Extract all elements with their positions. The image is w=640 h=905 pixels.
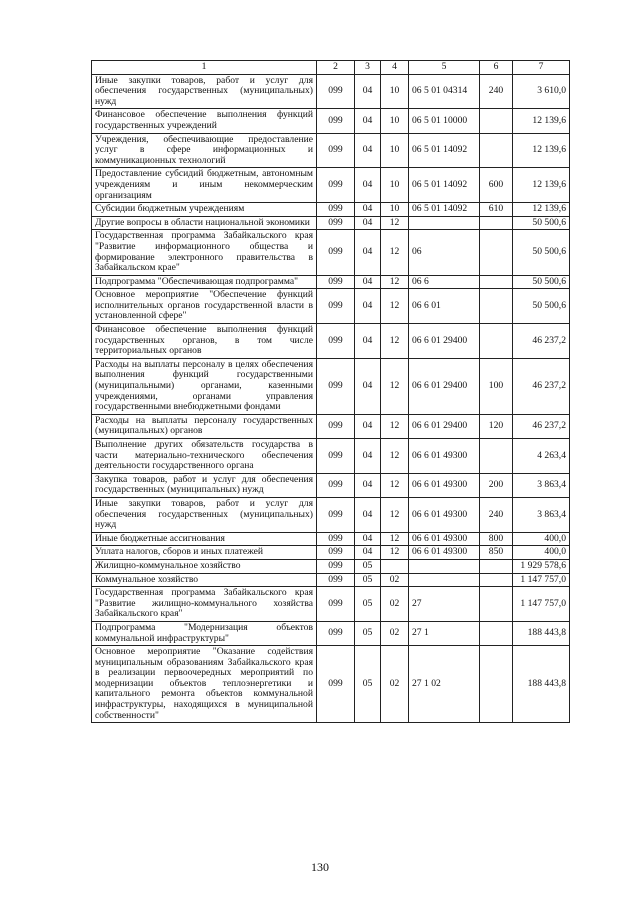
header-col-4: 4 [381, 61, 409, 75]
cell-target-article: 06 5 01 14092 [409, 133, 480, 168]
table-row [92, 587, 570, 622]
cell-subsection: 12 [381, 289, 409, 324]
cell-ministry-code: 099 [317, 621, 355, 645]
cell-section: 04 [355, 414, 381, 438]
cell-section: 04 [355, 230, 381, 275]
cell-amount: 46 237,2 [513, 414, 570, 438]
cell-expense-type [480, 230, 513, 275]
cell-ministry-code: 099 [317, 573, 355, 587]
cell-section: 04 [355, 109, 381, 133]
table-row [92, 546, 570, 560]
cell-ministry-code: 099 [317, 74, 355, 109]
cell-subsection: 12 [381, 439, 409, 474]
cell-section: 04 [355, 74, 381, 109]
cell-ministry-code: 099 [317, 546, 355, 560]
cell-expense-type: 120 [480, 414, 513, 438]
cell-amount: 1 929 578,6 [513, 559, 570, 573]
header-col-3: 3 [355, 61, 381, 75]
cell-expense-type [480, 216, 513, 230]
cell-section: 04 [355, 532, 381, 546]
cell-name: Подпрограмма "Модернизация объектов коммунальной инфраструктуры" [92, 621, 317, 645]
cell-amount: 400,0 [513, 532, 570, 546]
cell-expense-type: 200 [480, 473, 513, 497]
cell-target-article: 27 1 [409, 621, 480, 645]
cell-target-article: 06 6 01 49300 [409, 473, 480, 497]
cell-amount: 12 139,6 [513, 203, 570, 217]
cell-name: Иные бюджетные ассигнования [92, 532, 317, 546]
cell-ministry-code: 099 [317, 133, 355, 168]
cell-subsection: 12 [381, 216, 409, 230]
cell-subsection: 12 [381, 546, 409, 560]
cell-subsection: 12 [381, 358, 409, 414]
cell-subsection: 12 [381, 275, 409, 289]
table-row [92, 109, 570, 133]
cell-ministry-code: 099 [317, 168, 355, 203]
cell-name: Расходы на выплаты персоналу в целях обеспечения выполнения функций государственными (муниципальными) органами, казенными учреждениями, органами управления государственными внебюджетными фондами [92, 358, 317, 414]
cell-expense-type [480, 109, 513, 133]
table-row [92, 646, 570, 723]
cell-subsection: 10 [381, 168, 409, 203]
header-col-1: 1 [92, 61, 317, 75]
table-row [92, 230, 570, 275]
cell-name: Расходы на выплаты персоналу государственных (муниципальных) органов [92, 414, 317, 438]
table-row [92, 473, 570, 497]
cell-ministry-code: 099 [317, 414, 355, 438]
cell-ministry-code: 099 [317, 109, 355, 133]
cell-ministry-code: 099 [317, 358, 355, 414]
cell-section: 05 [355, 646, 381, 723]
cell-amount: 12 139,6 [513, 168, 570, 203]
cell-target-article: 06 6 01 49300 [409, 497, 480, 532]
cell-amount: 46 237,2 [513, 358, 570, 414]
table-row [92, 573, 570, 587]
budget-table [91, 60, 570, 723]
cell-ministry-code: 099 [317, 203, 355, 217]
cell-amount: 50 500,6 [513, 289, 570, 324]
cell-target-article: 06 6 01 29400 [409, 324, 480, 359]
table-row [92, 324, 570, 359]
cell-ministry-code: 099 [317, 439, 355, 474]
cell-target-article: 06 6 01 [409, 289, 480, 324]
cell-amount: 188 443,8 [513, 621, 570, 645]
cell-target-article: 06 5 01 14092 [409, 203, 480, 217]
cell-name: Закупка товаров, работ и услуг для обеспечения государственных (муниципальных) нужд [92, 473, 317, 497]
cell-amount: 188 443,8 [513, 646, 570, 723]
cell-subsection [381, 559, 409, 573]
cell-target-article: 06 6 01 29400 [409, 358, 480, 414]
header-col-6: 6 [480, 61, 513, 75]
cell-ministry-code: 099 [317, 497, 355, 532]
cell-amount: 50 500,6 [513, 216, 570, 230]
cell-expense-type: 600 [480, 168, 513, 203]
table-header-row [92, 61, 570, 75]
table-row [92, 559, 570, 573]
cell-subsection: 02 [381, 621, 409, 645]
cell-subsection: 12 [381, 532, 409, 546]
cell-amount: 1 147 757,0 [513, 573, 570, 587]
cell-ministry-code: 099 [317, 230, 355, 275]
cell-section: 05 [355, 587, 381, 622]
cell-expense-type: 100 [480, 358, 513, 414]
cell-target-article [409, 573, 480, 587]
cell-ministry-code: 099 [317, 646, 355, 723]
cell-subsection: 12 [381, 324, 409, 359]
cell-target-article: 06 5 01 04314 [409, 74, 480, 109]
cell-expense-type: 240 [480, 497, 513, 532]
page-number: 130 [311, 860, 329, 874]
cell-amount: 1 147 757,0 [513, 587, 570, 622]
cell-amount: 12 139,6 [513, 109, 570, 133]
header-col-7: 7 [513, 61, 570, 75]
cell-section: 04 [355, 473, 381, 497]
cell-amount: 50 500,6 [513, 275, 570, 289]
cell-name: Финансовое обеспечение выполнения функций государственных органов, в том числе территориальных органов [92, 324, 317, 359]
cell-subsection: 12 [381, 414, 409, 438]
cell-name: Субсидии бюджетным учреждениям [92, 203, 317, 217]
cell-name: Подпрограмма "Обеспечивающая подпрограмма" [92, 275, 317, 289]
cell-target-article: 06 [409, 230, 480, 275]
cell-expense-type: 800 [480, 532, 513, 546]
cell-name: Иные закупки товаров, работ и услуг для обеспечения государственных (муниципальных) нужд [92, 74, 317, 109]
cell-section: 04 [355, 546, 381, 560]
cell-expense-type [480, 275, 513, 289]
cell-subsection: 02 [381, 587, 409, 622]
cell-expense-type [480, 324, 513, 359]
cell-name: Основное мероприятие "Обеспечение функций исполнительных органов государственной власти в установленной сфере" [92, 289, 317, 324]
cell-name: Финансовое обеспечение выполнения функций государственных учреждений [92, 109, 317, 133]
cell-name: Учреждения, обеспечивающие предоставление услуг в сфере информационных и коммуникационных технологий [92, 133, 317, 168]
cell-target-article: 06 6 01 49300 [409, 439, 480, 474]
cell-section: 05 [355, 573, 381, 587]
cell-name: Государственная программа Забайкальского края "Развитие информационного общества и формирование электронного правительства в Забайкальском крае" [92, 230, 317, 275]
table-row [92, 439, 570, 474]
cell-expense-type [480, 587, 513, 622]
cell-target-article: 06 6 [409, 275, 480, 289]
cell-name: Основное мероприятие "Оказание содействия муниципальным образованиям Забайкальского края в реализации первоочередных мероприятий по модернизации объектов теплоэнергетики и капитального ремонта объектов коммунальной инфраструктуры, находящихся в муниципальной собственности" [92, 646, 317, 723]
cell-name: Коммунальное хозяйство [92, 573, 317, 587]
cell-name: Жилищно-коммунальное хозяйство [92, 559, 317, 573]
cell-expense-type [480, 559, 513, 573]
cell-ministry-code: 099 [317, 587, 355, 622]
cell-expense-type [480, 133, 513, 168]
cell-target-article [409, 216, 480, 230]
cell-ministry-code: 099 [317, 532, 355, 546]
cell-subsection: 02 [381, 646, 409, 723]
cell-section: 04 [355, 133, 381, 168]
cell-target-article: 06 5 01 14092 [409, 168, 480, 203]
table-row [92, 203, 570, 217]
cell-amount: 12 139,6 [513, 133, 570, 168]
cell-expense-type: 850 [480, 546, 513, 560]
cell-subsection: 12 [381, 230, 409, 275]
cell-target-article: 06 6 01 29400 [409, 414, 480, 438]
cell-amount: 50 500,6 [513, 230, 570, 275]
cell-name: Другие вопросы в области национальной экономики [92, 216, 317, 230]
cell-section: 05 [355, 621, 381, 645]
cell-target-article: 27 1 02 [409, 646, 480, 723]
cell-ministry-code: 099 [317, 289, 355, 324]
cell-amount: 46 237,2 [513, 324, 570, 359]
cell-subsection: 10 [381, 109, 409, 133]
cell-name: Предоставление субсидий бюджетным, автономным учреждениям и иным некоммерческим организациям [92, 168, 317, 203]
cell-section: 04 [355, 216, 381, 230]
cell-name: Государственная программа Забайкальского края "Развитие жилищно-коммунального хозяйства Забайкальского края" [92, 587, 317, 622]
table-row [92, 532, 570, 546]
cell-name: Выполнение других обязательств государства в части материально-технического обеспечения деятельности государственного органа [92, 439, 317, 474]
cell-section: 04 [355, 358, 381, 414]
cell-expense-type: 610 [480, 203, 513, 217]
table-row [92, 133, 570, 168]
cell-section: 04 [355, 168, 381, 203]
cell-amount: 3 863,4 [513, 497, 570, 532]
cell-ministry-code: 099 [317, 559, 355, 573]
cell-expense-type [480, 289, 513, 324]
cell-amount: 3 863,4 [513, 473, 570, 497]
cell-section: 05 [355, 559, 381, 573]
table-row [92, 621, 570, 645]
table-row [92, 414, 570, 438]
cell-expense-type [480, 573, 513, 587]
table-row [92, 358, 570, 414]
cell-section: 04 [355, 439, 381, 474]
budget-table-container [91, 60, 569, 723]
cell-subsection: 12 [381, 473, 409, 497]
cell-amount: 400,0 [513, 546, 570, 560]
cell-ministry-code: 099 [317, 473, 355, 497]
cell-section: 04 [355, 497, 381, 532]
cell-name: Уплата налогов, сборов и иных платежей [92, 546, 317, 560]
table-body [92, 74, 570, 723]
cell-amount: 3 610,0 [513, 74, 570, 109]
cell-name: Иные закупки товаров, работ и услуг для обеспечения государственных (муниципальных) нужд [92, 497, 317, 532]
cell-subsection: 10 [381, 203, 409, 217]
cell-section: 04 [355, 289, 381, 324]
table-row [92, 168, 570, 203]
table-row [92, 289, 570, 324]
cell-subsection: 10 [381, 133, 409, 168]
cell-expense-type: 240 [480, 74, 513, 109]
cell-section: 04 [355, 275, 381, 289]
table-row [92, 497, 570, 532]
table-row [92, 275, 570, 289]
table-row [92, 74, 570, 109]
cell-expense-type [480, 439, 513, 474]
cell-subsection: 02 [381, 573, 409, 587]
cell-target-article: 06 5 01 10000 [409, 109, 480, 133]
cell-ministry-code: 099 [317, 216, 355, 230]
header-col-2: 2 [317, 61, 355, 75]
cell-target-article [409, 559, 480, 573]
cell-section: 04 [355, 324, 381, 359]
cell-expense-type [480, 621, 513, 645]
cell-ministry-code: 099 [317, 275, 355, 289]
cell-subsection: 10 [381, 74, 409, 109]
header-col-5: 5 [409, 61, 480, 75]
cell-target-article: 27 [409, 587, 480, 622]
cell-ministry-code: 099 [317, 324, 355, 359]
cell-amount: 4 263,4 [513, 439, 570, 474]
cell-target-article: 06 6 01 49300 [409, 546, 480, 560]
cell-section: 04 [355, 203, 381, 217]
cell-target-article: 06 6 01 49300 [409, 532, 480, 546]
table-row [92, 216, 570, 230]
cell-expense-type [480, 646, 513, 723]
cell-subsection: 12 [381, 497, 409, 532]
